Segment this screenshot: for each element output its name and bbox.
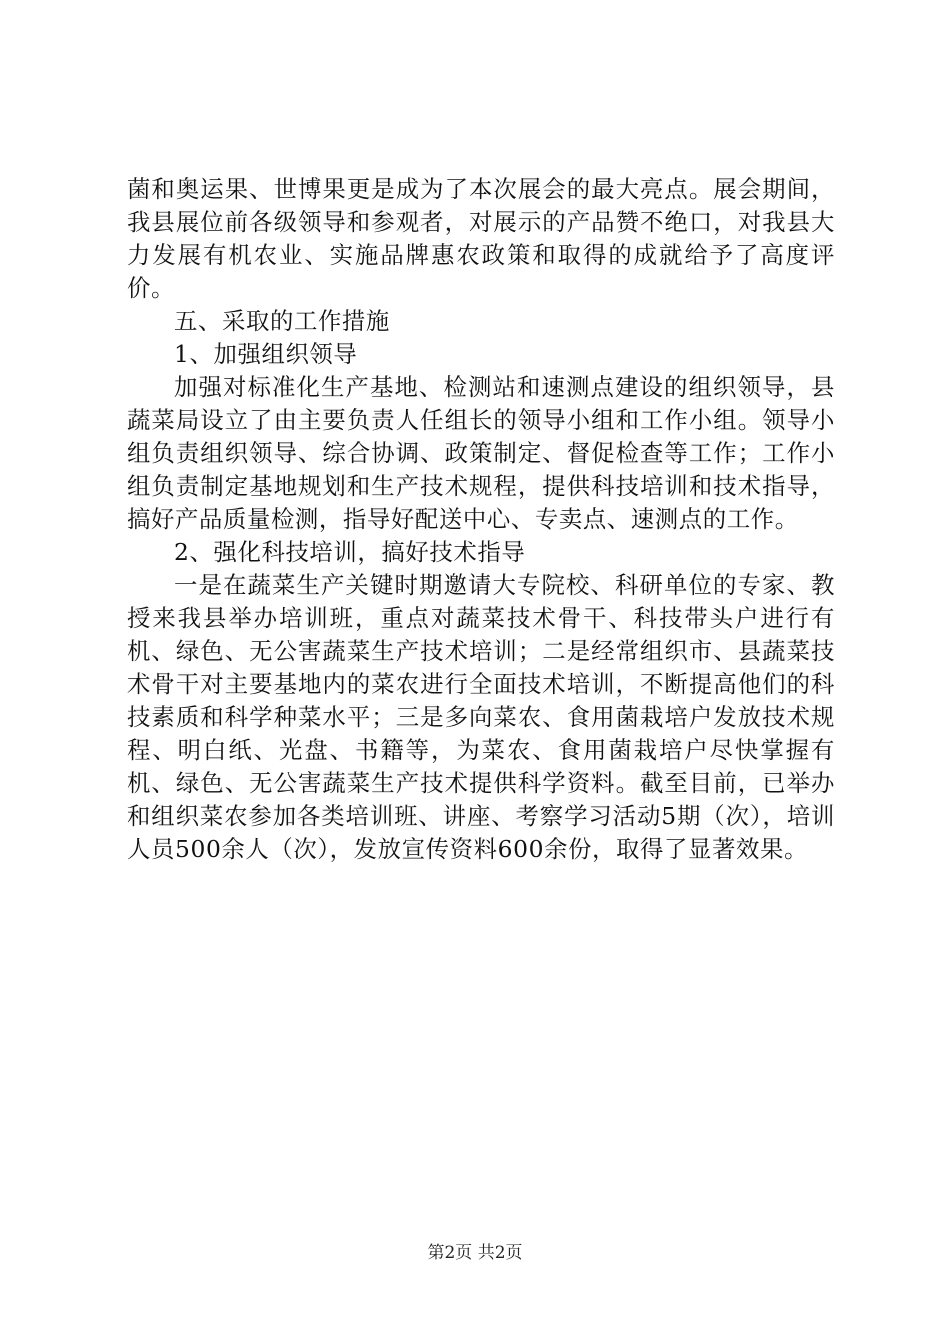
section-heading: 五、采取的工作措施 <box>174 307 390 335</box>
subsection-heading: 2、强化科技培训，搞好技术指导 <box>174 538 526 566</box>
paragraph-organization: 加强对标准化生产基地、检测站和速测点建设的组织领导，县蔬菜局设立了由主要负责人任组长的领导小组和工作小组。领导小组负责组织领导、综合协调、政策制定、督促检查等工作；工作小组负责制定基地规划和生产技术规程，提供科技培训和技术指导，搞好产品质量检测，指导好配送中心、专卖点、速测点的工作。 <box>127 373 835 533</box>
subsection-heading: 1、加强组织领导 <box>174 340 358 368</box>
paragraph-continuation: 菌和奥运果、世博果更是成为了本次展会的最大亮点。展会期间，我县展位前各级领导和参观者，对展示的产品赞不绝口，对我县大力发展有机农业、实施品牌惠农政策和取得的成就给予了高度评价。 <box>127 175 835 302</box>
page-footer: 第2页 共2页 <box>427 1243 523 1263</box>
paragraph-training: 一是在蔬菜生产关键时期邀请大专院校、科研单位的专家、教授来我县举办培训班，重点对蔬菜技术骨干、科技带头户进行有机、绿色、无公害蔬菜生产技术培训；二是经常组织市、县蔬菜技术骨干对主要基地内的菜农进行全面技术培训，不断提高他们的科技素质和科学种菜水平；三是多向菜农、食用菌栽培户发放技术规程、明白纸、光盘、书籍等，为菜农、食用菌栽培户尽快掌握有机、绿色、无公害蔬菜生产技术提供科学资料。截至目前，已举办和组织菜农参加各类培训班、讲座、考察学习活动5期（次），培训人员500余人（次），发放宣传资料600余份，取得了显著效果。 <box>127 571 835 863</box>
document-body <box>127 173 835 866</box>
